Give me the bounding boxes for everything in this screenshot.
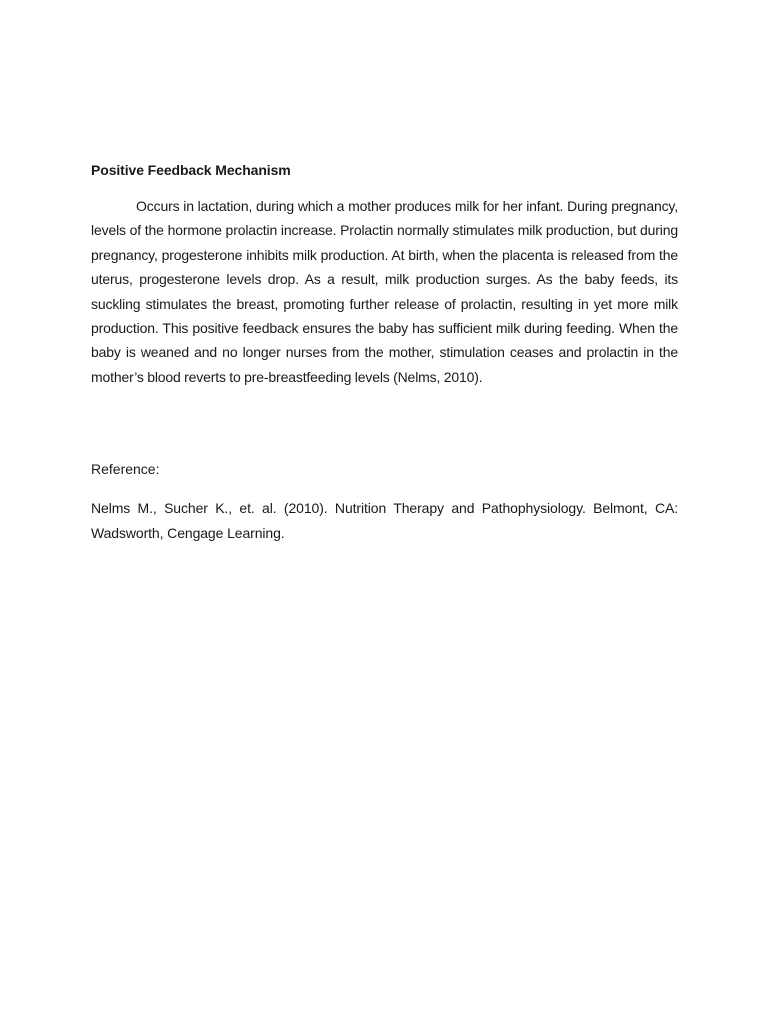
document-content — [91, 160, 678, 545]
section-heading: Positive Feedback Mechanism — [91, 162, 291, 178]
body-paragraph: Occurs in lactation, during which a mother produces milk for her infant. During pregnancy, levels of the hormone prolactin increase. Prolactin normally stimulates milk production, but during pregnancy, progesterone inhibits milk production. At birth, when the placenta is released from the uterus, progesterone levels drop. As a result, milk production surges. As the baby feeds, its suckling stimulates the breast, promoting further release of prolactin, resulting in yet more milk production. This positive feedback ensures the baby has sufficient milk during feeding. When the baby is weaned and no longer nurses from the mother, stimulation ceases and prolactin in the mother’s blood reverts to pre-breastfeeding levels (Nelms, 2010). — [91, 198, 678, 385]
reference-label: Reference: — [91, 461, 160, 478]
reference-entry: Nelms M., Sucher K., et. al. (2010). Nutrition Therapy and Pathophysiology. Belmont, CA: Wadsworth, Cengage Learning. — [91, 500, 678, 541]
